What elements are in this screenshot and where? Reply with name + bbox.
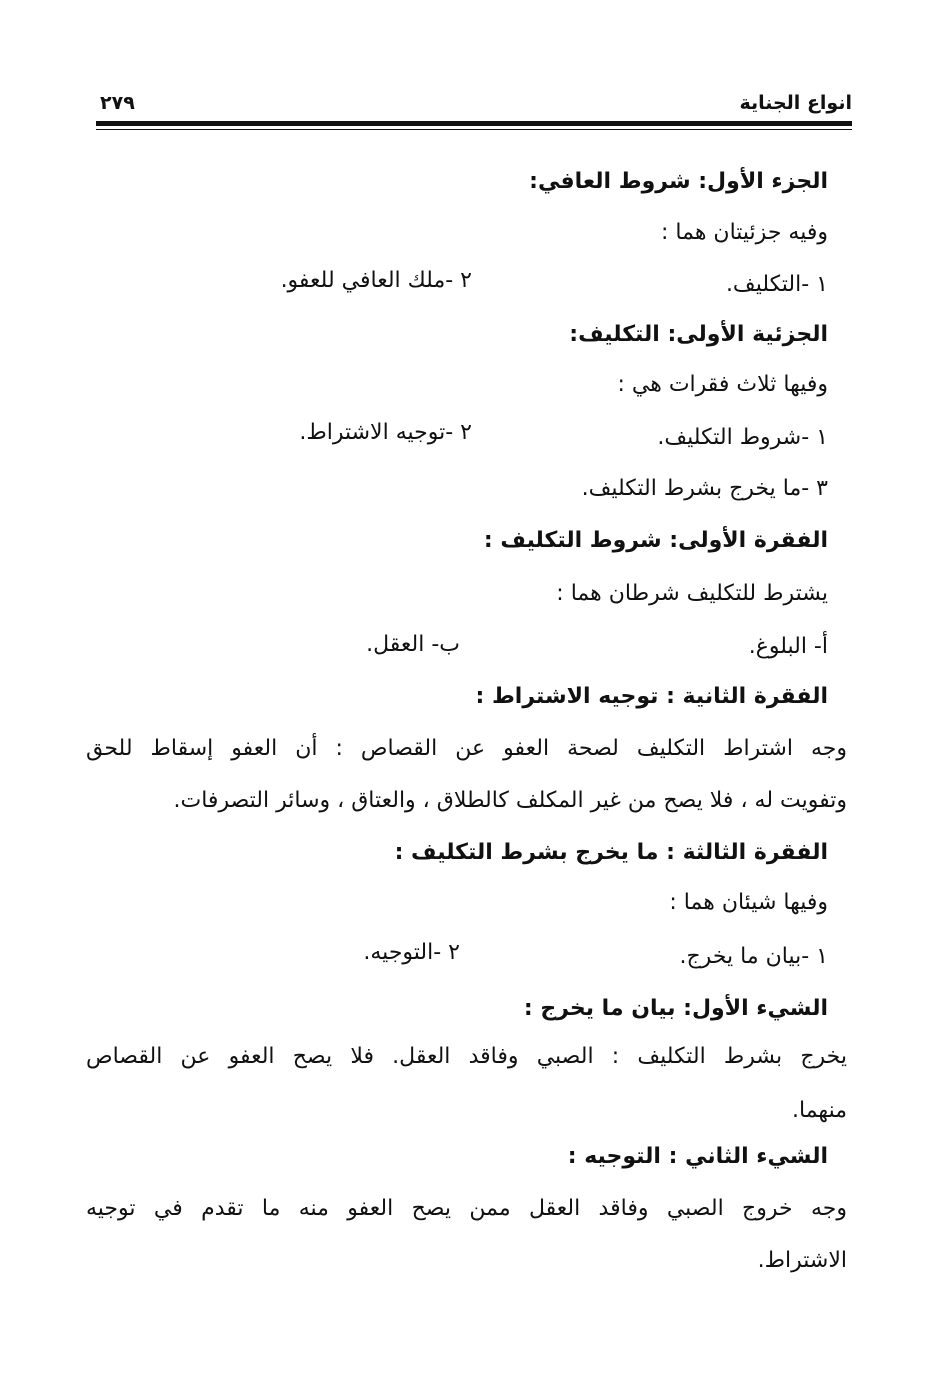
list-item: ١ -التكليف. (725, 272, 828, 297)
heading-subpart-one: الجزئية الأولى: التكليف: (569, 322, 828, 347)
paragraph-line: وجه اشتراط التكليف لصحة العفو عن القصاص : أن العفو إسقاط للحق (86, 736, 847, 761)
heading-part-one: الجزء الأول: شروط العافي: (529, 169, 828, 194)
list-item: أ- البلوغ. (748, 634, 828, 659)
paragraph-line: الاشتراط. (757, 1248, 847, 1273)
paragraph-line: منهما. (792, 1098, 847, 1123)
list-item: ١ -شروط التكليف. (657, 425, 828, 450)
list-item: ٢ -توجيه الاشتراط. (299, 420, 472, 445)
header-rule-thick (96, 121, 852, 126)
running-title: انواع الجناية (739, 92, 852, 114)
heading-thing-two: الشيء الثاني : التوجيه : (567, 1144, 828, 1169)
list-item: ب- العقل. (366, 632, 460, 657)
heading-paragraph-one: الفقرة الأولى: شروط التكليف : (483, 528, 828, 553)
paragraph-line: وتفويت له ، فلا يصح من غير المكلف كالطلاق ، والعتاق ، وسائر التصرفات. (173, 788, 847, 813)
header-rule-thin (96, 129, 852, 130)
paragraph-line: يشترط للتكليف شرطان هما : (556, 581, 828, 606)
list-item: ١ -بيان ما يخرج. (679, 944, 828, 969)
paragraph-line: يخرج بشرط التكليف : الصبي وفاقد العقل. فلا يصح العفو عن القصاص (86, 1044, 847, 1069)
paragraph-line: وفيها شيئان هما : (669, 890, 828, 915)
paragraph-line: وجه خروج الصبي وفاقد العقل ممن يصح العفو منه ما تقدم في توجيه (86, 1196, 847, 1221)
list-item: ٢ -ملك العافي للعفو. (280, 268, 472, 293)
page-number: ٢٧٩ (100, 92, 135, 114)
heading-paragraph-two: الفقرة الثانية : توجيه الاشتراط : (475, 684, 828, 709)
heading-thing-one: الشيء الأول: بيان ما يخرج : (523, 996, 828, 1021)
paragraph-line: وفيها ثلاث فقرات هي : (617, 372, 828, 397)
paragraph-line: وفيه جزئيتان هما : (661, 220, 828, 245)
list-item: ٣ -ما يخرج بشرط التكليف. (581, 476, 828, 501)
heading-paragraph-three: الفقرة الثالثة : ما يخرج بشرط التكليف : (394, 840, 828, 865)
list-item: ٢ -التوجيه. (363, 940, 460, 965)
